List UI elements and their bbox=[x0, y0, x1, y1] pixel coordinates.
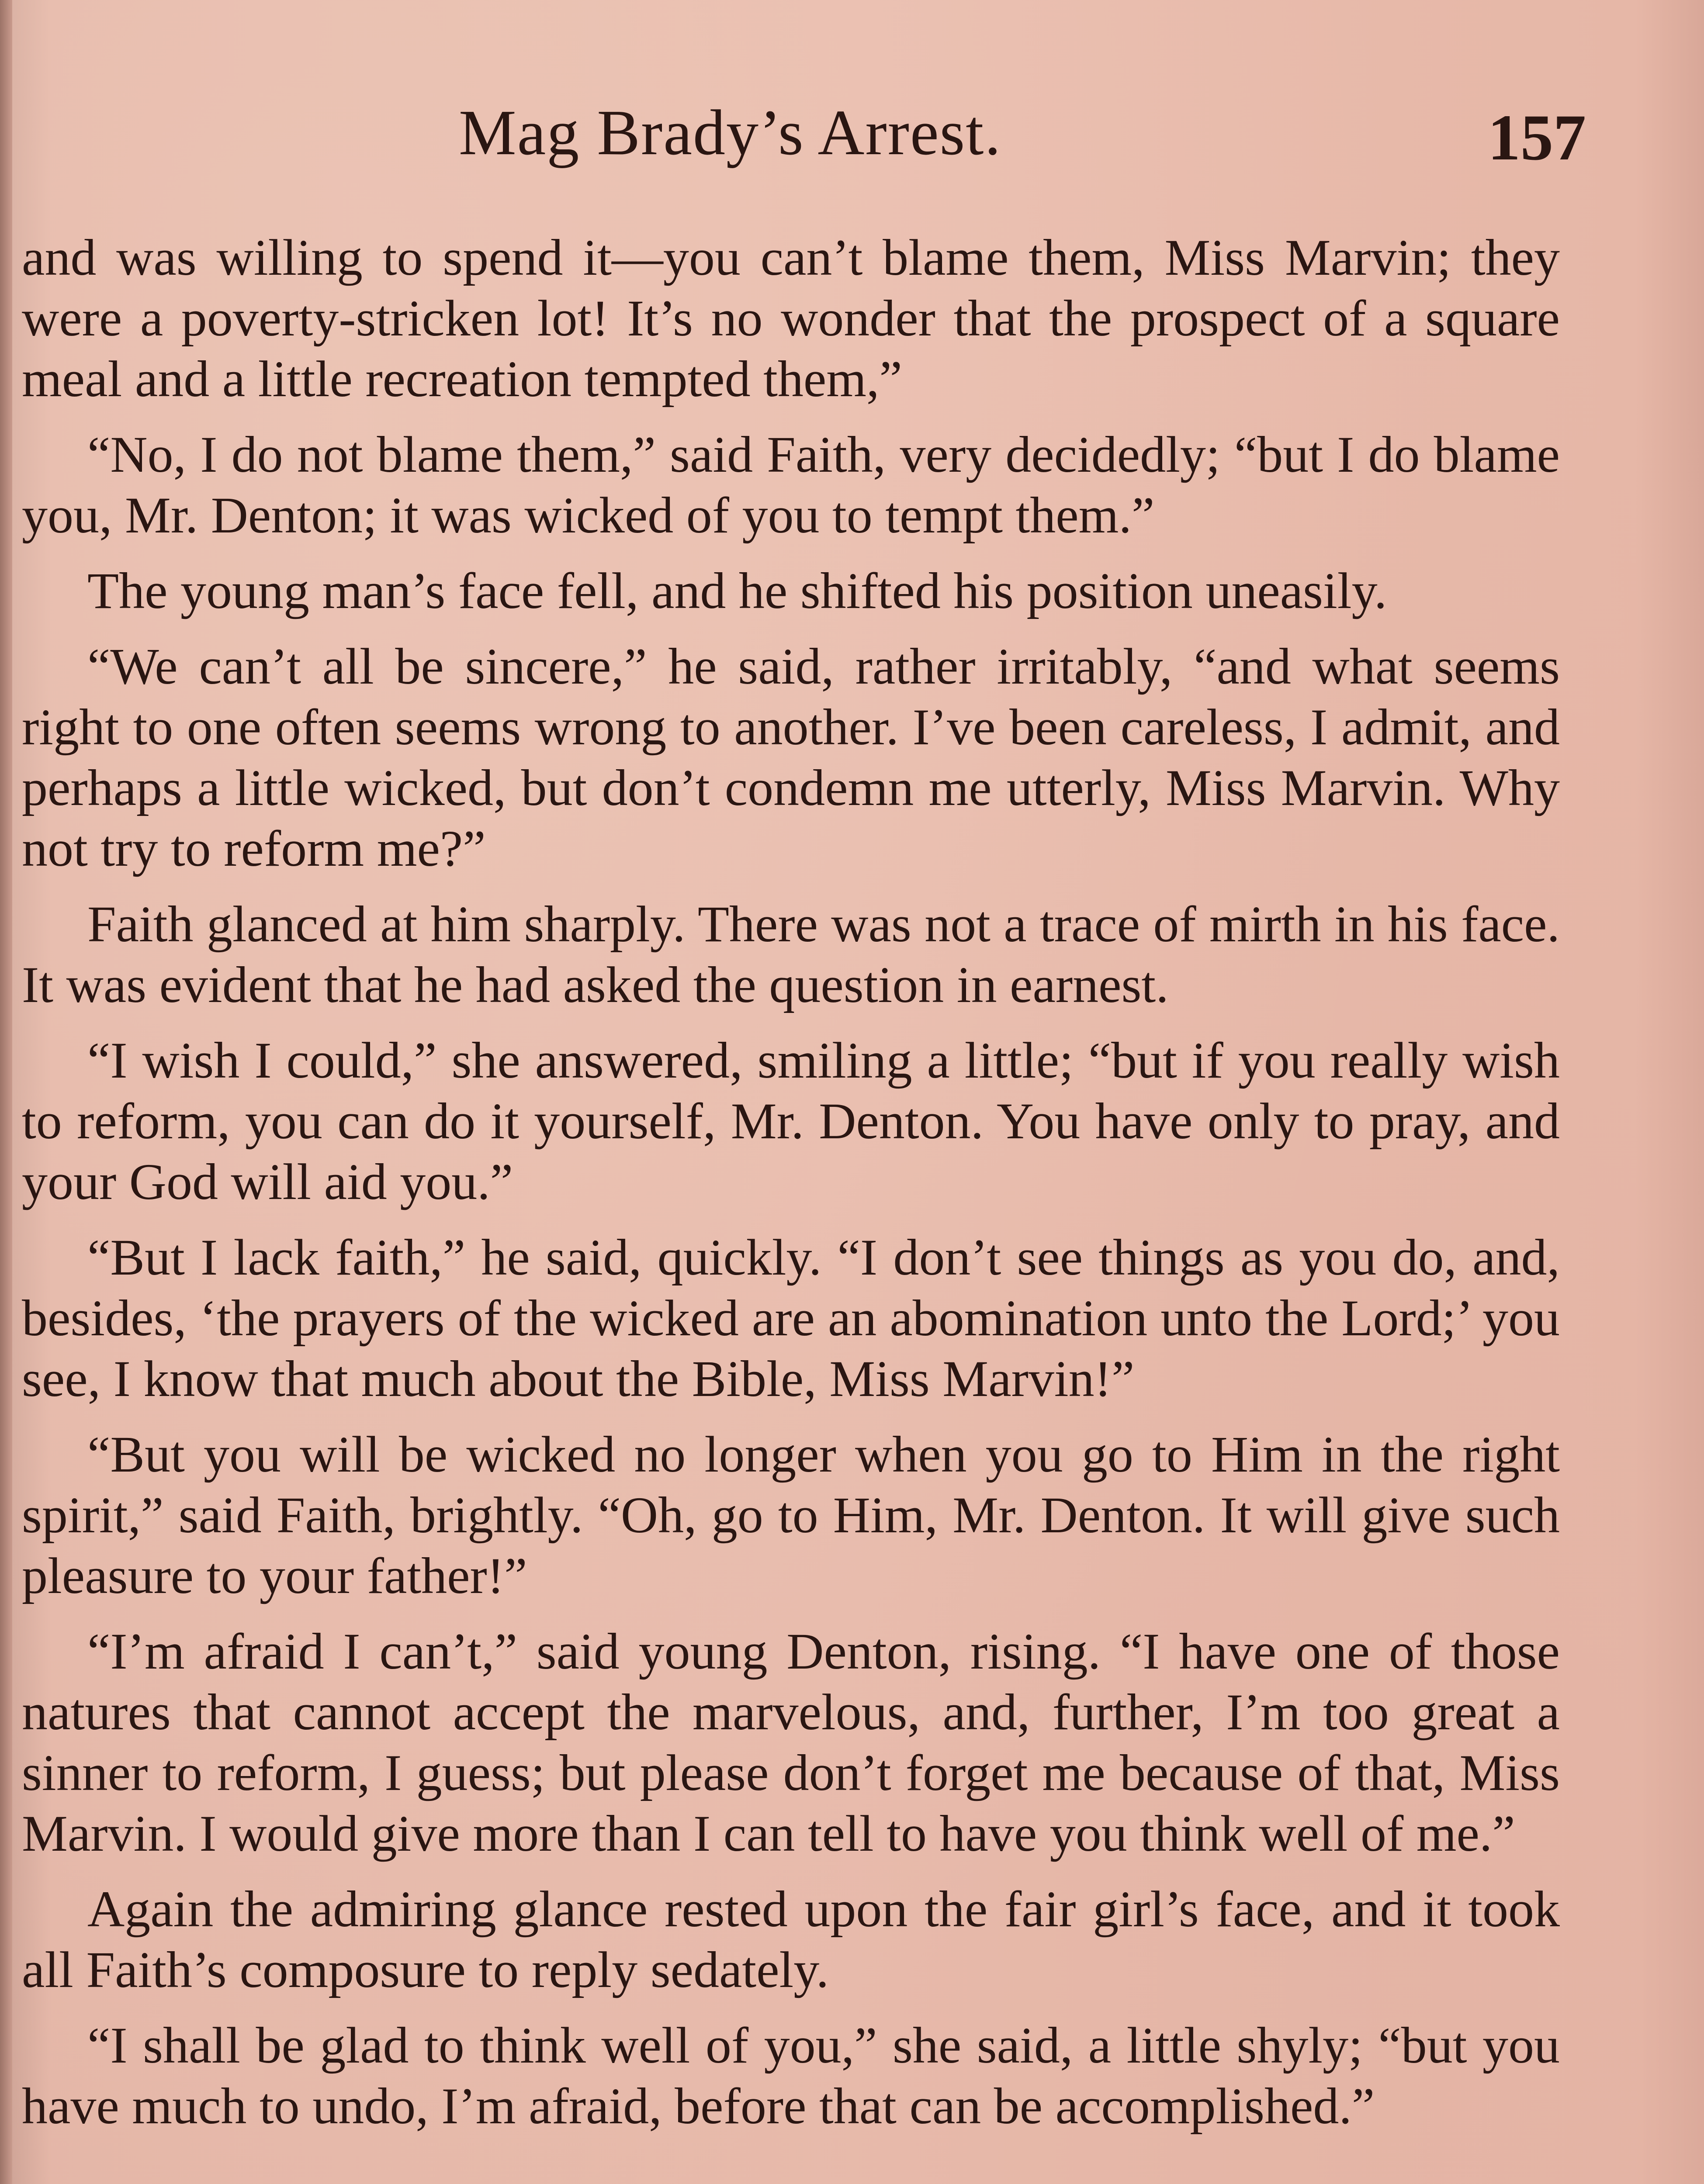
paragraph: “But I lack faith,” he said, quickly. “I don’t see things as you do, and, besides, ‘the prayers of the wicked are an abomination unto the Lord;’ you see, I know that much about the Bible, Miss Marvin!” bbox=[22, 1229, 1560, 1407]
paragraph: “But you will be wicked no longer when you go to Him in the right spirit,” said Faith, brightly. “Oh, go to Him, Mr. Denton. It will give such pleasure to your father!” bbox=[22, 1426, 1560, 1604]
running-head bbox=[0, 87, 1704, 175]
paragraph: Faith glanced at him sharply. There was not a trace of mirth in his face. It was evident that he had asked the question in earnest. bbox=[22, 895, 1560, 1013]
page-number: 157 bbox=[1488, 101, 1586, 174]
paragraph: and was willing to spend it—you can’t blame them, Miss Marvin; they were a poverty-stricken lot! It’s no wonder that the prospect of a square meal and a little recreation tempted them,” bbox=[22, 229, 1560, 408]
paragraph: “I’m afraid I can’t,” said young Denton, rising. “I have one of those natures that cannot accept the marvelous, and, further, I’m too great a sinner to reform, I guess; but please don’t forget me because of that, Miss Marvin. I would give more than I can tell to have you think well of me.” bbox=[22, 1623, 1560, 1862]
body-text bbox=[22, 227, 1560, 2151]
page-gutter-edge bbox=[0, 0, 12, 2184]
paragraph: “I shall be glad to think well of you,” she said, a little shyly; “but you have much to undo, I’m afraid, before that can be accomplished.” bbox=[22, 2017, 1560, 2135]
running-title: Mag Brady’s Arrest. bbox=[459, 97, 1002, 169]
paragraph: “I wish I could,” she answered, smiling a little; “but if you really wish to reform, you can do it yourself, Mr. Denton. You have only to pray, and your God will aid you.” bbox=[22, 1032, 1560, 1210]
paragraph: The young man’s face fell, and he shifted his position uneasily. bbox=[87, 562, 1387, 619]
paragraph: Again the admiring glance rested upon the fair girl’s face, and it took all Faith’s composure to reply sedately. bbox=[22, 1880, 1560, 1998]
paragraph: “No, I do not blame them,” said Faith, very decidedly; “but I do blame you, Mr. Denton; it was wicked of you to tempt them.” bbox=[22, 426, 1560, 544]
paragraph: “We can’t all be sincere,” he said, rather irritably, “and what seems right to one often seems wrong to another. I’ve been careless, I admit, and perhaps a little wicked, but don’t condemn me utterly, Miss Marvin. Why not try to reform me?” bbox=[22, 638, 1560, 877]
